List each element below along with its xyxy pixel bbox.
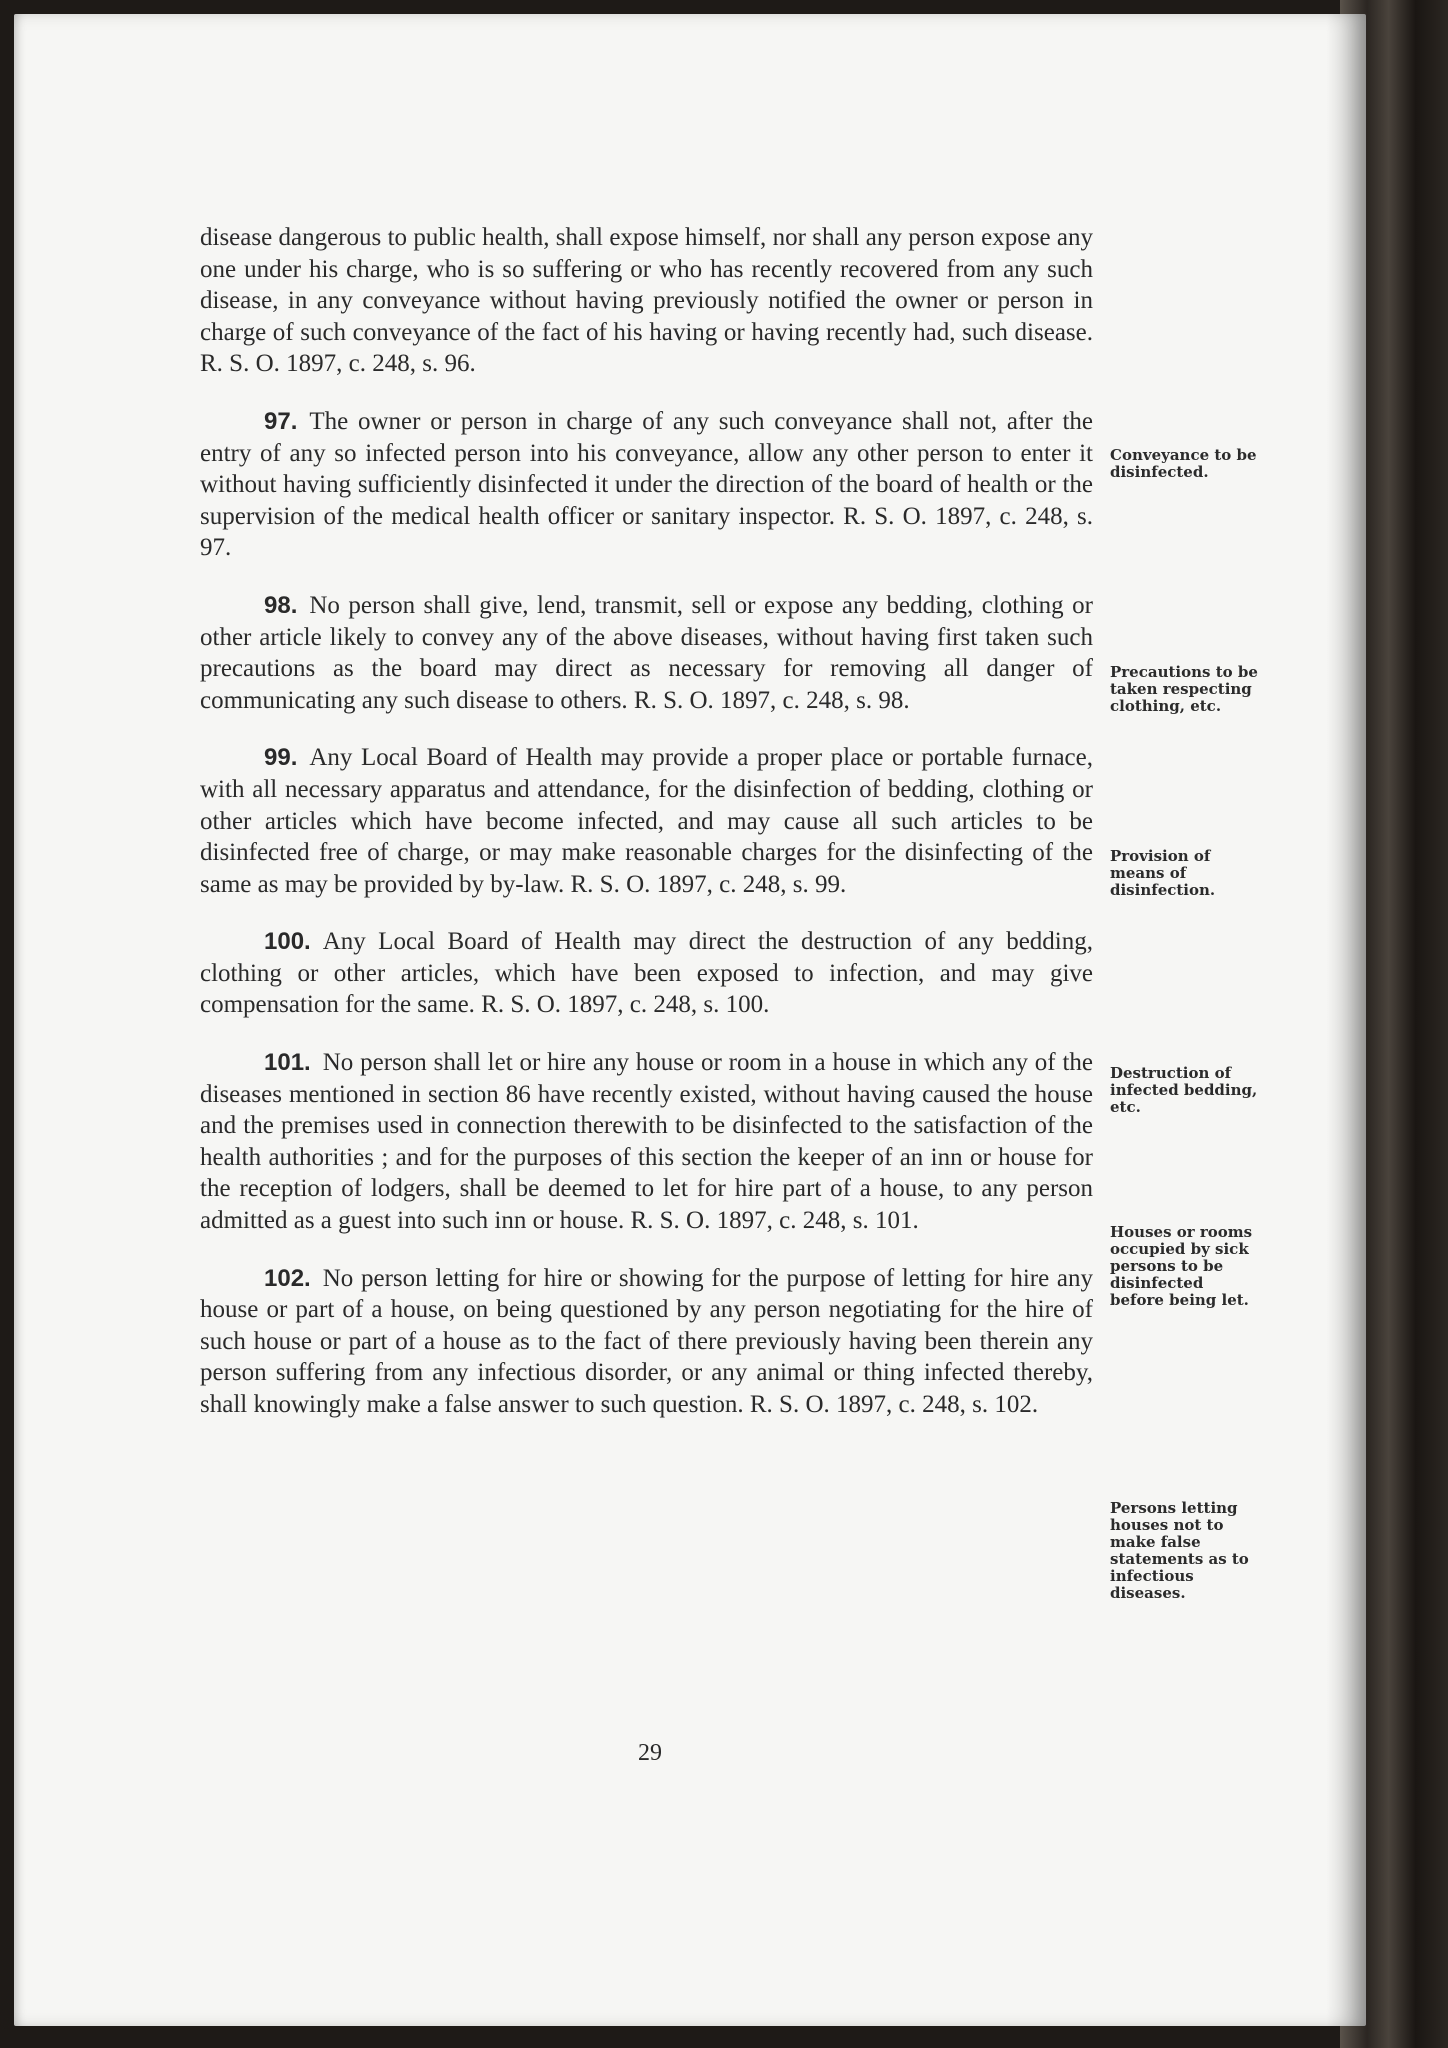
margin-note-97: Conveyance to be disinfected. — [1110, 446, 1257, 481]
section-102 — [200, 1263, 1093, 1421]
section-99 — [200, 742, 1093, 900]
page-body-text — [200, 222, 1093, 1421]
section-number: 101. — [264, 1049, 311, 1077]
section-number: 97. — [264, 407, 298, 435]
section-number: 100. — [264, 928, 311, 956]
section-97 — [200, 406, 1093, 564]
section-101 — [200, 1047, 1093, 1237]
margin-note-102: Persons letting houses not to make false statements as to infectious diseases. — [1110, 1499, 1249, 1602]
continuation-text: disease dangerous to public health, shall expose himself, nor shall any person expose any one under his charge, who is so suffering or who has recently recovered from any such disease, in any conveyance without having previously notified the owner or person in charge of such conveyance of the fact of his having or having recently had, such disease. R. S. O. 1897, c. 248, s. 96. — [200, 224, 1093, 378]
section-number: 102. — [264, 1264, 311, 1292]
margin-note-98: Precautions to be taken respecting clothing, etc. — [1110, 663, 1258, 715]
page-gutter-shadow — [1326, 14, 1366, 2026]
page-number: 29 — [638, 1740, 662, 1766]
section-text: Any Local Board of Health may direct the destruction of any bedding, clothing or other articles, which have been exposed to infection, and may give compensation for the same. R. S. O. 1897, c. 248, s. 100. — [200, 928, 1093, 1019]
section-text: The owner or person in charge of any such conveyance shall not, after the entry of any so infected person into his conveyance, allow any other person to enter it without having sufficiently disinfected it under the direction of the board of health or the supervision of the medical health officer or sanitary inspector. R. S. O. 1897, c. 248, s. 97. — [200, 407, 1093, 562]
section-text: Any Local Board of Health may provide a proper place or portable furnace, with all necessary apparatus and attendance, for the disinfection of bedding, clothing or other articles which have become infected, and may cause all such articles to be disinfected free of charge, or may make reasonable charges for the disinfecting of the same as may be provided by by-law. R. S. O. 1897, c. 248, s. 99. — [200, 744, 1093, 898]
section-number: 98. — [264, 591, 298, 619]
section-98 — [200, 590, 1093, 716]
section-text: No person shall give, lend, transmit, sell or expose any bedding, clothing or other article likely to convey any of the above diseases, without having first taken such precautions as the board may direct as necessary for removing all danger of communicating any such disease to others. R. S. O. 1897, c. 248, s. 98. — [200, 591, 1093, 714]
section-text: No person letting for hire or showing for the purpose of letting for hire any house or part of a house, on being questioned by any person negotiating for the hire of such house or part of a house as to the fact of there previously having been therein any person suffering from any infectious disorder, or any animal or thing infected thereby, shall knowingly make a false answer to such question. R. S. O. 1897, c. 248, s. 102. — [200, 1264, 1093, 1418]
margin-note-99: Provision of means of disinfection. — [1110, 847, 1216, 899]
section-number: 99. — [264, 744, 298, 772]
section-text: No person shall let or hire any house or room in a house in which any of the diseases mentioned in section 86 have recently existed, without having caused the house and the premises used in connection therewith to be disinfected to the satisfaction of the health authorities ; and for the purposes of this section the keeper of an inn or house for the reception of lodgers, shall be deemed to let for hire part of a house, to any person admitted as a guest into such inn or house. R. S. O. 1897, c. 248, s. 101. — [200, 1049, 1093, 1235]
section-100 — [200, 926, 1093, 1021]
margin-note-101: Houses or rooms occupied by sick persons to be disinfected before being let. — [1110, 1223, 1253, 1309]
margin-note-100: Destruction of infected bedding, etc. — [1110, 1064, 1258, 1116]
continuation-paragraph — [200, 222, 1093, 380]
